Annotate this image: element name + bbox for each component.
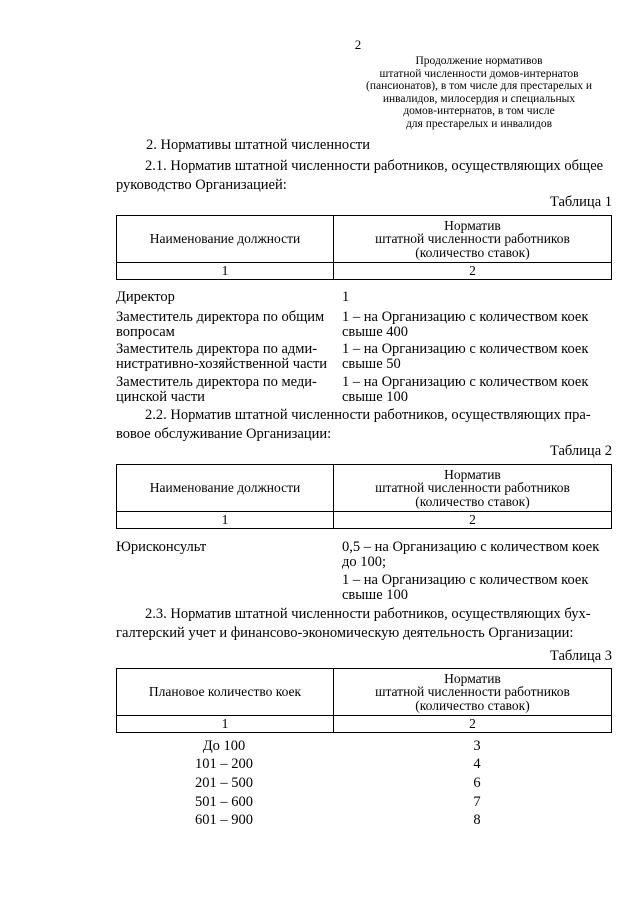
page-number: 2: [354, 37, 362, 52]
staff-cell: 8: [473, 812, 481, 828]
continuation-line: домов-интернатов, в том числе: [403, 105, 555, 117]
col2-header-line: Норматив: [444, 217, 501, 233]
col2-header-line: штатной численности работников: [375, 684, 570, 700]
col2-header: [334, 465, 612, 512]
table-3-header: [116, 668, 612, 733]
beds-cell: 101 – 200: [195, 756, 253, 772]
continuation-line: (пансионатов), в том числе для престарелых и: [366, 80, 592, 92]
table-1-label: Таблица 1: [549, 194, 612, 210]
col2-header-line: (количество ставок): [415, 244, 530, 260]
col-number: 2: [334, 263, 612, 280]
paragraph-line: 2.1. Норматив штатной численности работников, осуществляющих общее: [145, 158, 604, 174]
norm-cell: 1 – на Организацию с количеством коек свыше 50: [342, 341, 589, 372]
table-2-label: Таблица 2: [549, 443, 612, 459]
paragraph-2-1: [116, 157, 612, 195]
norm-cell: 1 – на Организацию с количеством коек свыше 100: [342, 572, 589, 603]
position-cell: Юрисконсульт: [116, 539, 207, 555]
continuation-line: для престарелых и инвалидов: [405, 117, 553, 130]
norm-cell: 0,5 – на Организацию с количеством коек до 100;: [342, 539, 600, 570]
continuation-line: Продолжение нормативов: [415, 55, 543, 67]
norm-cell: 1 – на Организацию с количеством коек свыше 100: [342, 374, 589, 405]
staff-cell: 6: [473, 775, 481, 791]
col-number: 1: [117, 716, 334, 733]
col2-header-line: (количество ставок): [415, 493, 530, 509]
beds-cell: До 100: [202, 738, 246, 754]
position-cell: Директор: [116, 289, 175, 305]
paragraph-2-2: [116, 406, 612, 444]
col2-header-line: (количество ставок): [415, 697, 530, 713]
paragraph-line: галтерский учет и финансово-экономическую деятельность Организации:: [116, 625, 574, 641]
table-3-label: Таблица 3: [549, 648, 612, 664]
col-number: 1: [117, 512, 334, 529]
continuation-line: инвалидов, милосердия и специальных: [382, 92, 576, 105]
col1-header: Наименование должности: [117, 216, 334, 263]
col2-header-line: штатной численности работников: [375, 231, 570, 247]
paragraph-line: 2.3. Норматив штатной численности работников, осуществляющих бух-: [145, 606, 591, 622]
col-number: 2: [334, 716, 612, 733]
beds-cell: 201 – 500: [195, 775, 253, 791]
table-2-header: [116, 464, 612, 529]
position-cell: Заместитель директора по адми- нистративно-хозяйственной части: [116, 341, 328, 372]
table-1-header: [116, 215, 612, 280]
col2-header-line: штатной численности работников: [375, 480, 570, 496]
col2-header-line: Норматив: [444, 466, 501, 482]
paragraph-line: вовое обслуживание Организации:: [116, 426, 332, 442]
section-heading: 2. Нормативы штатной численности: [146, 137, 370, 153]
col2-header: [334, 216, 612, 263]
col-number: 2: [334, 512, 612, 529]
continuation-line: штатной численности домов-интернатов: [379, 67, 579, 80]
col1-header: Наименование должности: [117, 465, 334, 512]
col1-header: Плановое количество коек: [117, 669, 334, 716]
beds-cell: 601 – 900: [195, 812, 253, 828]
position-cell: Заместитель директора по общим вопросам: [116, 309, 325, 340]
position-cell: Заместитель директора по меди- цинской части: [116, 374, 317, 405]
staff-cell: 3: [473, 738, 481, 754]
norm-cell: 1 – на Организацию с количеством коек свыше 400: [342, 309, 589, 340]
col2-header-line: Норматив: [444, 670, 501, 686]
staff-cell: 7: [473, 794, 481, 810]
col2-header: [334, 669, 612, 716]
beds-cell: 501 – 600: [195, 794, 253, 810]
paragraph-line: руководство Организацией:: [116, 177, 287, 193]
paragraph-2-3: [116, 605, 612, 643]
norm-cell: 1: [342, 289, 350, 305]
paragraph-line: 2.2. Норматив штатной численности работников, осуществляющих пра-: [145, 407, 591, 423]
staff-cell: 4: [473, 756, 481, 772]
col-number: 1: [117, 263, 334, 280]
continuation-header: [356, 55, 602, 130]
